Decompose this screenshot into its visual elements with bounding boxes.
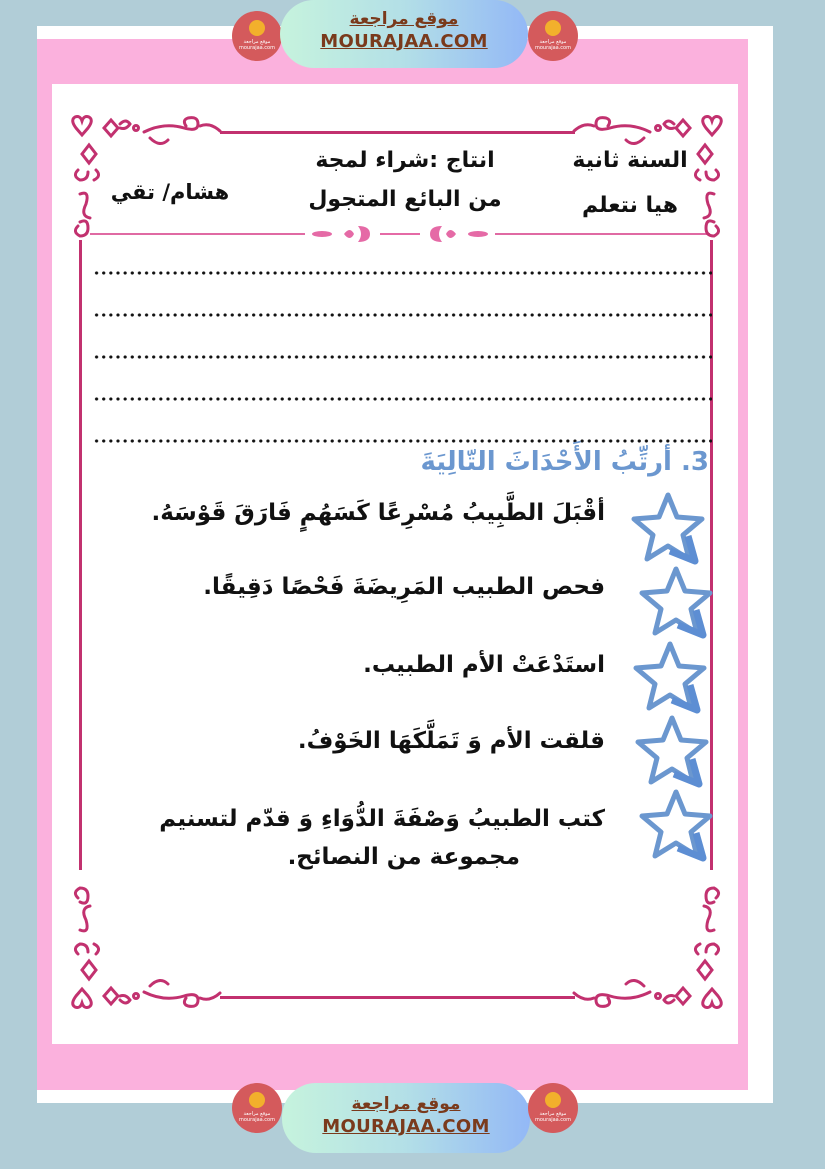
site-logo-icon	[545, 20, 561, 36]
star-answer-slot-1-icon[interactable]	[626, 487, 710, 567]
site-badge-top-right[interactable]	[528, 11, 578, 61]
site-logo-icon	[545, 1092, 561, 1108]
page-title-line1: انتاج :شراء لمجة	[315, 148, 495, 173]
event-item-3: استَدْعَتْ الأم الطبيب.	[363, 652, 605, 678]
badge-text-latin: mourajaa.com	[534, 1117, 571, 1123]
badge-text-latin: mourajaa.com	[238, 45, 275, 51]
corner-ornament-bottom-left-icon	[64, 870, 224, 1010]
site-logo-icon	[249, 1092, 265, 1108]
star-answer-slot-4-icon[interactable]	[630, 710, 714, 790]
star-answer-slot-5-icon[interactable]	[634, 784, 718, 864]
site-badge-bottom-left[interactable]	[232, 1083, 282, 1133]
event-item-5: كتب الطبيبُ وَصْفَةَ الدُّوَاءِ وَ قدّم لتسنيم	[159, 806, 605, 832]
badge-text-arabic: موقع مراجعة	[243, 1111, 271, 1117]
subtitle-label: هيا نتعلم	[581, 193, 679, 218]
author-label: هشام/ تقي	[110, 180, 230, 204]
event-item-5-line2: مجموعة من النصائح.	[287, 844, 520, 870]
site-banner-top[interactable]	[280, 0, 528, 68]
banner-arabic-link[interactable]: موقع مراجعة	[351, 1094, 461, 1114]
star-answer-slot-3-icon[interactable]	[628, 636, 712, 716]
banner-latin-link[interactable]: MOURAJAA.COM	[320, 31, 488, 52]
answer-line-1[interactable]	[93, 271, 712, 275]
site-badge-bottom-right[interactable]	[528, 1083, 578, 1133]
frame-top-line	[220, 131, 575, 134]
banner-arabic-link[interactable]: موقع مراجعة	[349, 9, 459, 29]
event-item-1: أقْبَلَ الطَّبِيبُ مُسْرِعًا كَسَهُمٍ فَارَقَ قَوْسَهُ.	[151, 500, 605, 526]
star-answer-slot-2-icon[interactable]	[634, 561, 718, 641]
frame-left-line	[79, 240, 82, 870]
site-badge-top-left[interactable]	[232, 11, 282, 61]
badge-text-latin: mourajaa.com	[534, 45, 571, 51]
event-item-2: فحص الطبيب المَرِيضَةَ فَحْصًا دَقِيقًا.	[203, 574, 605, 600]
answer-line-4[interactable]	[93, 397, 712, 401]
frame-bottom-line	[220, 996, 575, 999]
answer-line-2[interactable]	[93, 313, 712, 317]
exercise-title: 3. أرتِّبُ الأَحْدَاثَ التّالِيَةَ	[420, 447, 709, 477]
event-item-4: قلقت الأم وَ تَمَلَّكَهَا الخَوْفُ.	[297, 728, 605, 754]
page-title-line2: من البائع المتجول	[308, 187, 502, 212]
badge-text-arabic: موقع مراجعة	[243, 39, 271, 45]
site-logo-icon	[249, 20, 265, 36]
answer-line-3[interactable]	[93, 355, 712, 359]
site-banner-bottom[interactable]	[282, 1083, 530, 1153]
corner-ornament-top-right-icon	[570, 114, 730, 254]
banner-latin-link[interactable]: MOURAJAA.COM	[322, 1116, 490, 1137]
badge-text-latin: mourajaa.com	[238, 1117, 275, 1123]
corner-ornament-bottom-right-icon	[570, 870, 730, 1010]
badge-text-arabic: موقع مراجعة	[539, 1111, 567, 1117]
grade-label: السنة ثانية	[572, 148, 688, 173]
divider-ornament-icon	[300, 222, 500, 246]
badge-text-arabic: موقع مراجعة	[539, 39, 567, 45]
answer-line-5[interactable]	[93, 439, 712, 443]
